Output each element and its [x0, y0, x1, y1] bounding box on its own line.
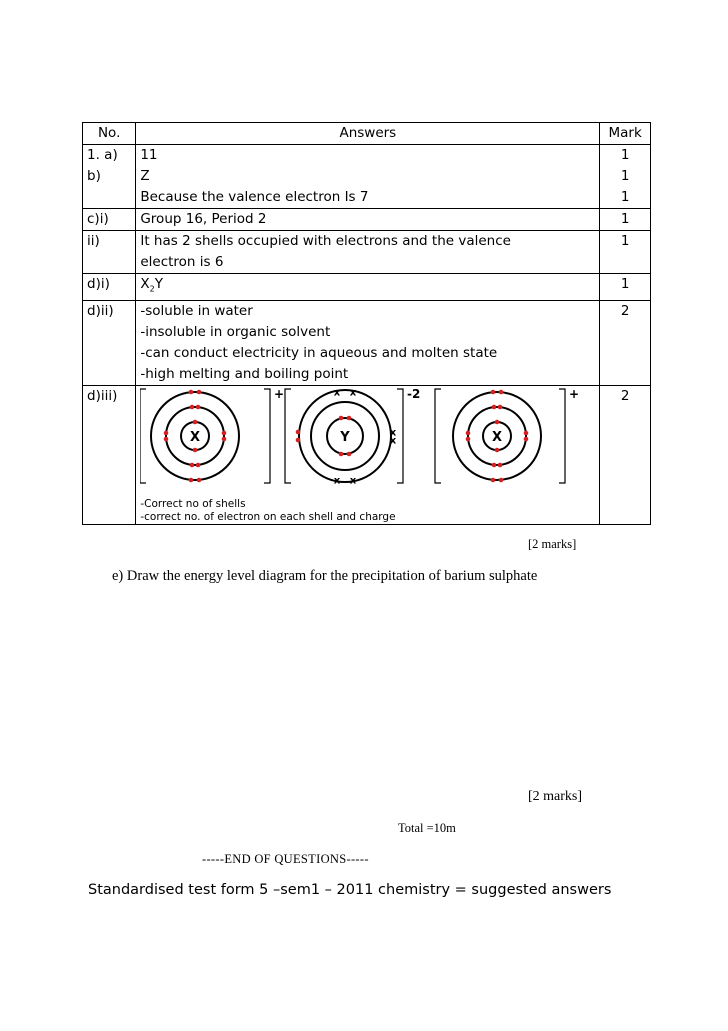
row-no: c)i) [83, 209, 136, 231]
answer-line: 11 [140, 147, 158, 163]
electron-dot [193, 419, 198, 424]
answer-line: -can conduct electricity in aqueous and molten state [140, 344, 498, 361]
marks-label: [2 marks] [528, 537, 577, 551]
row-mark [600, 166, 651, 209]
table-row [83, 300, 651, 385]
row-no: 1. a) [83, 145, 136, 167]
answer-line: It has 2 shells occupied with electrons and the valence [140, 233, 511, 249]
ionic-bond-diagram [140, 386, 595, 494]
table-row [83, 166, 651, 209]
bracket-right [397, 389, 403, 483]
electron-dot [491, 477, 496, 482]
mark-value: 1 [620, 147, 630, 163]
footer-title: Standardised test form 5 –sem1 – 2011 chemistry = suggested answers [88, 882, 612, 898]
bracket-left [285, 389, 291, 483]
electron-dot [347, 415, 352, 420]
table-header-row [83, 123, 651, 145]
electron-dot [296, 429, 301, 434]
electron-dot [189, 477, 194, 482]
row-answer [136, 274, 600, 301]
mark-value: 2 [620, 302, 630, 319]
electron-dot [339, 415, 344, 420]
row-answer [136, 231, 600, 274]
electron-cross: x [334, 475, 341, 487]
answers-table [82, 122, 651, 525]
electron-dot [196, 462, 201, 467]
electron-dot [296, 437, 301, 442]
total-marks: Total =10m [398, 821, 456, 835]
electron-dot [492, 462, 497, 467]
atom-symbol: Y [340, 429, 351, 445]
electron-dot [495, 447, 500, 452]
electron-dot [491, 389, 496, 394]
formula-subscript: 2 [149, 284, 155, 294]
question-e: e) Draw the energy level diagram for the precipitation of barium sulphate [112, 568, 538, 584]
row-mark [600, 274, 651, 301]
header-mark: Mark [600, 123, 651, 145]
row-mark [600, 209, 651, 231]
electron-dot [339, 451, 344, 456]
electron-dot [189, 389, 194, 394]
mark-value: 1 [620, 211, 630, 227]
header-no: No. [83, 123, 136, 145]
electron-diagram [140, 386, 595, 494]
atom-symbol: X [492, 429, 503, 445]
electron-dot [164, 436, 169, 441]
electron-dot [222, 430, 227, 435]
row-answer [136, 300, 600, 385]
row-answer [136, 385, 600, 524]
electron-cross: x [350, 387, 357, 399]
row-answer [136, 209, 600, 231]
electron-dot [190, 404, 195, 409]
table-row [83, 209, 651, 231]
table-row [83, 274, 651, 301]
row-mark [600, 145, 651, 167]
formula-x: X [140, 276, 150, 292]
table-row [83, 385, 651, 524]
electron-cross: x [390, 427, 397, 439]
electron-dot [222, 436, 227, 441]
electron-dot [197, 389, 202, 394]
electron-dot [499, 389, 504, 394]
ion-charge: + [274, 386, 285, 401]
answer-line: Z [140, 168, 150, 184]
electron-cross: x [350, 475, 357, 487]
table-row [83, 145, 651, 167]
electron-dot [193, 447, 198, 452]
bracket-left [140, 389, 146, 483]
electron-dot [197, 477, 202, 482]
electron-dot [524, 436, 529, 441]
atom-symbol: X [190, 429, 201, 445]
electron-dot [466, 430, 471, 435]
answer-line: -soluble in water [140, 302, 253, 319]
electron-dot [466, 436, 471, 441]
mark-value: 1 [620, 189, 630, 205]
ion-charge: + [569, 386, 580, 401]
answer-line: Because the valence electron Is 7 [140, 189, 369, 205]
electron-dot [524, 430, 529, 435]
electron-dot [196, 404, 201, 409]
electron-dot [495, 419, 500, 424]
row-no: d)iii) [83, 385, 136, 524]
electron-dot [347, 451, 352, 456]
answer-line: electron is 6 [140, 254, 224, 270]
answer-line: -high melting and boiling point [140, 365, 349, 382]
row-mark [600, 300, 651, 385]
electron-dot [164, 430, 169, 435]
electron-dot [498, 462, 503, 467]
electron-dot [190, 462, 195, 467]
electron-cross: x [390, 435, 397, 447]
electron-cross: x [334, 387, 341, 399]
row-answer [136, 145, 600, 167]
row-answer [136, 166, 600, 209]
table-row [83, 231, 651, 274]
note-line: -correct no. of electron on each shell and charge [140, 510, 396, 523]
mark-value: 1 [620, 168, 630, 184]
bracket-left [435, 389, 441, 483]
row-no: b) [83, 166, 136, 209]
electron-dot [498, 404, 503, 409]
row-no: d)i) [83, 274, 136, 301]
electron-dot [499, 477, 504, 482]
mark-value: 1 [620, 276, 630, 292]
row-no: d)ii) [83, 300, 136, 385]
marking-notes [140, 494, 595, 524]
electron-dot [492, 404, 497, 409]
row-no: ii) [83, 231, 136, 274]
mark-value: 2 [620, 387, 630, 404]
answer-line: -insoluble in organic solvent [140, 323, 331, 340]
end-of-questions: -----END OF QUESTIONS----- [202, 852, 369, 866]
note-line: -Correct no of shells [140, 497, 246, 510]
row-mark [600, 385, 651, 524]
marks-label: [2 marks] [528, 789, 583, 804]
bracket-right [264, 389, 270, 483]
formula-y: Y [154, 276, 163, 292]
row-mark [600, 231, 651, 274]
mark-value: 1 [620, 233, 630, 249]
ion-charge: -2 [407, 386, 421, 401]
answer-line: Group 16, Period 2 [140, 211, 267, 227]
header-answers: Answers [136, 123, 600, 145]
bracket-right [559, 389, 565, 483]
formula [140, 276, 163, 292]
